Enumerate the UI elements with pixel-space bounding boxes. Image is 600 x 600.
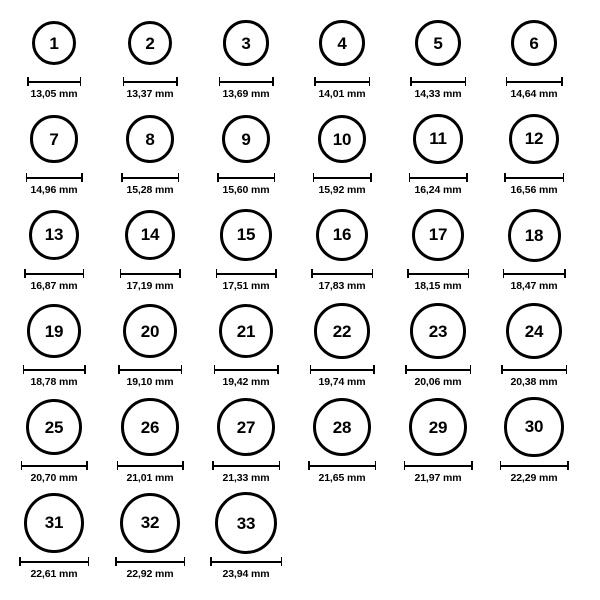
diameter-measure-line <box>19 557 89 565</box>
ring-circle-wrap <box>24 490 84 556</box>
diameter-measure-line <box>501 365 567 373</box>
ring-circle-wrap <box>319 10 365 76</box>
ring-size-cell[interactable] <box>390 106 486 196</box>
measure-tick-right-icon <box>370 173 372 182</box>
ring-diameter-label: 22,29 mm <box>510 472 558 484</box>
ring-circle-wrap <box>223 10 268 76</box>
ring-diameter-label: 15,28 mm <box>126 184 174 196</box>
ring-circle <box>506 303 562 359</box>
measure-tick-right-icon <box>86 461 88 470</box>
measure-tick-right-icon <box>81 173 83 182</box>
ring-circle <box>410 303 466 359</box>
diameter-measure-line <box>219 77 274 85</box>
measure-tick-right-icon <box>184 557 186 566</box>
ring-diameter-label: 16,87 mm <box>30 280 78 292</box>
ring-size-number: 5 <box>433 33 443 53</box>
measure-bar-icon <box>405 369 471 371</box>
ring-circle <box>318 115 367 164</box>
ring-size-number: 21 <box>236 321 256 341</box>
ring-chart-row <box>6 106 594 202</box>
ring-circle <box>30 115 77 162</box>
ring-size-cell[interactable] <box>198 394 294 484</box>
ring-size-cell[interactable] <box>486 10 582 100</box>
measure-bar-icon <box>314 81 370 83</box>
ring-circle-wrap <box>410 298 466 364</box>
ring-circle-wrap <box>316 202 368 268</box>
ring-size-number: 24 <box>524 321 544 341</box>
diameter-measure-line <box>503 269 566 277</box>
ring-diameter-label: 14,33 mm <box>414 88 462 100</box>
ring-size-number: 13 <box>44 225 64 245</box>
ring-size-cell[interactable] <box>294 394 390 484</box>
diameter-measure-line <box>314 77 370 85</box>
ring-circle <box>128 21 173 66</box>
measure-tick-right-icon <box>470 365 472 374</box>
ring-circle-wrap <box>121 394 178 460</box>
ring-circle <box>27 304 81 358</box>
ring-diameter-label: 13,37 mm <box>126 88 174 100</box>
ring-diameter-label: 17,83 mm <box>318 280 366 292</box>
measure-tick-right-icon <box>567 461 569 470</box>
measure-bar-icon <box>212 465 280 467</box>
measure-tick-right-icon <box>275 269 277 278</box>
measure-tick-right-icon <box>369 77 371 86</box>
ring-size-cell[interactable] <box>102 394 198 484</box>
ring-size-number: 15 <box>236 225 256 245</box>
ring-size-cell[interactable] <box>102 202 198 292</box>
measure-tick-right-icon <box>563 173 565 182</box>
ring-size-cell[interactable] <box>294 298 390 388</box>
ring-size-number: 17 <box>428 225 448 245</box>
ring-size-number: 26 <box>140 417 160 437</box>
ring-size-number: 29 <box>428 417 448 437</box>
ring-size-number: 8 <box>145 129 155 149</box>
ring-diameter-label: 21,65 mm <box>318 472 366 484</box>
ring-size-number: 16 <box>332 225 352 245</box>
ring-size-cell[interactable] <box>390 10 486 100</box>
ring-diameter-label: 14,01 mm <box>318 88 366 100</box>
measure-bar-icon <box>210 561 282 563</box>
ring-circle-wrap <box>125 202 176 268</box>
diameter-measure-line <box>410 77 466 85</box>
ring-chart-row <box>6 394 594 490</box>
diameter-measure-line <box>407 269 469 277</box>
measure-bar-icon <box>120 273 181 275</box>
ring-diameter-label: 21,97 mm <box>414 472 462 484</box>
ring-circle <box>313 398 371 456</box>
ring-size-number: 14 <box>140 225 160 245</box>
ring-circle-wrap <box>27 298 81 364</box>
ring-circle <box>316 209 368 261</box>
ring-circle <box>29 210 79 260</box>
measure-bar-icon <box>27 81 81 83</box>
ring-circle-wrap <box>128 10 173 76</box>
ring-diameter-label: 21,01 mm <box>126 472 174 484</box>
ring-diameter-label: 21,33 mm <box>222 472 270 484</box>
ring-size-number: 11 <box>429 129 447 149</box>
ring-size-cell[interactable] <box>390 298 486 388</box>
diameter-measure-line <box>504 173 564 181</box>
measure-tick-right-icon <box>84 365 86 374</box>
measure-bar-icon <box>410 81 466 83</box>
ring-circle <box>219 304 274 359</box>
ring-size-cell[interactable] <box>198 106 294 196</box>
measure-tick-right-icon <box>179 269 181 278</box>
ring-circle-wrap <box>413 106 462 172</box>
measure-tick-right-icon <box>178 173 180 182</box>
measure-tick-right-icon <box>182 461 184 470</box>
ring-size-number: 7 <box>49 129 59 149</box>
ring-circle <box>319 20 365 66</box>
diameter-measure-line <box>500 461 569 469</box>
measure-bar-icon <box>23 369 86 371</box>
ring-circle-wrap <box>215 490 277 556</box>
ring-size-number: 6 <box>529 33 539 53</box>
ring-circle <box>412 209 464 261</box>
measure-bar-icon <box>117 465 184 467</box>
diameter-measure-line <box>27 77 81 85</box>
diameter-measure-line <box>409 173 468 181</box>
ring-size-number: 22 <box>332 321 352 341</box>
ring-circle-wrap <box>220 202 271 268</box>
measure-tick-right-icon <box>373 365 375 374</box>
diameter-measure-line <box>311 269 373 277</box>
diameter-measure-line <box>24 269 84 277</box>
measure-bar-icon <box>504 177 564 179</box>
measure-tick-right-icon <box>375 461 377 470</box>
ring-circle-wrap <box>219 298 274 364</box>
ring-diameter-label: 15,60 mm <box>222 184 270 196</box>
ring-circle <box>123 304 177 358</box>
ring-size-number: 31 <box>44 513 64 533</box>
ring-size-cell[interactable] <box>198 298 294 388</box>
diameter-measure-line <box>115 557 185 565</box>
ring-size-cell[interactable] <box>198 490 294 580</box>
diameter-measure-line <box>506 77 563 85</box>
ring-size-cell[interactable] <box>486 106 582 196</box>
ring-diameter-label: 16,56 mm <box>510 184 558 196</box>
ring-size-cell[interactable] <box>6 298 102 388</box>
ring-size-number: 9 <box>241 129 251 149</box>
diameter-measure-line <box>21 461 88 469</box>
ring-diameter-label: 19,10 mm <box>126 376 174 388</box>
ring-circle <box>32 21 76 65</box>
ring-size-number: 4 <box>337 33 347 53</box>
ring-circle <box>220 209 271 260</box>
measure-bar-icon <box>311 273 373 275</box>
ring-chart-row <box>6 490 594 586</box>
ring-diameter-label: 20,70 mm <box>30 472 78 484</box>
diameter-measure-line <box>404 461 473 469</box>
diameter-measure-line <box>313 173 372 181</box>
ring-circle-wrap <box>314 298 369 364</box>
ring-size-cell[interactable] <box>6 394 102 484</box>
ring-diameter-label: 15,92 mm <box>318 184 366 196</box>
ring-size-number: 32 <box>140 513 160 533</box>
measure-bar-icon <box>503 273 566 275</box>
ring-size-number: 18 <box>524 225 544 245</box>
ring-circle <box>222 115 270 163</box>
ring-circle-wrap <box>26 394 83 460</box>
measure-bar-icon <box>308 465 376 467</box>
measure-bar-icon <box>310 369 375 371</box>
ring-size-cell[interactable] <box>198 202 294 292</box>
measure-bar-icon <box>123 81 178 83</box>
diameter-measure-line <box>216 269 277 277</box>
measure-bar-icon <box>115 561 185 563</box>
ring-size-number: 33 <box>236 513 256 533</box>
ring-size-number: 23 <box>428 321 448 341</box>
ring-size-number: 10 <box>332 129 352 149</box>
ring-size-cell[interactable] <box>390 394 486 484</box>
ring-circle <box>121 398 178 455</box>
ring-size-cell[interactable] <box>390 202 486 292</box>
ring-size-cell[interactable] <box>6 106 102 196</box>
measure-tick-right-icon <box>566 365 568 374</box>
ring-size-cell[interactable] <box>486 202 582 292</box>
measure-tick-right-icon <box>80 77 82 86</box>
ring-size-cell[interactable] <box>102 106 198 196</box>
ring-diameter-label: 18,47 mm <box>510 280 558 292</box>
ring-circle-wrap <box>29 202 79 268</box>
ring-circle <box>125 210 176 261</box>
ring-circle-wrap <box>217 394 275 460</box>
ring-size-number: 19 <box>44 321 64 341</box>
measure-bar-icon <box>501 369 567 371</box>
diameter-measure-line <box>23 365 86 373</box>
measure-bar-icon <box>313 177 372 179</box>
ring-size-number: 2 <box>145 33 155 53</box>
ring-chart-row <box>6 202 594 298</box>
ring-circle <box>217 398 275 456</box>
measure-tick-right-icon <box>181 365 183 374</box>
ring-diameter-label: 13,05 mm <box>30 88 78 100</box>
diameter-measure-line <box>117 461 184 469</box>
measure-bar-icon <box>500 465 569 467</box>
ring-diameter-label: 19,42 mm <box>222 376 270 388</box>
measure-bar-icon <box>219 81 274 83</box>
ring-size-cell[interactable] <box>6 490 102 580</box>
measure-bar-icon <box>407 273 469 275</box>
ring-circle-wrap <box>222 106 270 172</box>
measure-tick-right-icon <box>372 269 374 278</box>
diameter-measure-line <box>217 173 275 181</box>
ring-size-cell[interactable] <box>6 202 102 292</box>
measure-tick-right-icon <box>277 365 279 374</box>
measure-tick-right-icon <box>564 269 566 278</box>
ring-circle-wrap <box>409 394 468 460</box>
ring-diameter-label: 23,94 mm <box>222 568 270 580</box>
diameter-measure-line <box>123 77 178 85</box>
ring-diameter-label: 20,06 mm <box>414 376 462 388</box>
measure-tick-right-icon <box>279 461 281 470</box>
ring-circle-wrap <box>511 10 558 76</box>
diameter-measure-line <box>405 365 471 373</box>
ring-size-cell[interactable] <box>294 10 390 100</box>
measure-bar-icon <box>506 81 563 83</box>
diameter-measure-line <box>214 365 279 373</box>
measure-tick-right-icon <box>83 269 85 278</box>
ring-circle-wrap <box>126 106 174 172</box>
diameter-measure-line <box>120 269 181 277</box>
diameter-measure-line <box>121 173 179 181</box>
ring-chart-row <box>6 298 594 394</box>
ring-circle-wrap <box>313 394 371 460</box>
diameter-measure-line <box>118 365 182 373</box>
ring-size-cell[interactable] <box>294 202 390 292</box>
ring-circle <box>409 398 468 457</box>
ring-diameter-label: 17,51 mm <box>222 280 270 292</box>
ring-diameter-label: 19,74 mm <box>318 376 366 388</box>
ring-size-number: 30 <box>524 417 544 437</box>
ring-diameter-label: 13,69 mm <box>222 88 270 100</box>
ring-circle <box>26 399 83 456</box>
diameter-measure-line <box>212 461 280 469</box>
measure-tick-right-icon <box>471 461 473 470</box>
measure-bar-icon <box>118 369 182 371</box>
ring-diameter-label: 17,19 mm <box>126 280 174 292</box>
measure-bar-icon <box>26 177 83 179</box>
ring-circle-wrap <box>412 202 464 268</box>
diameter-measure-line <box>308 461 376 469</box>
ring-size-number: 27 <box>236 417 256 437</box>
ring-diameter-label: 22,61 mm <box>30 568 78 580</box>
ring-size-cell[interactable] <box>198 10 294 100</box>
ring-circle <box>215 492 277 554</box>
ring-diameter-label: 14,96 mm <box>30 184 78 196</box>
measure-bar-icon <box>21 465 88 467</box>
measure-bar-icon <box>217 177 275 179</box>
ring-circle-wrap <box>509 106 559 172</box>
ring-size-cell[interactable] <box>102 10 198 100</box>
ring-circle-wrap <box>508 202 561 268</box>
ring-circle-wrap <box>120 490 180 556</box>
ring-diameter-label: 22,92 mm <box>126 568 174 580</box>
ring-diameter-label: 18,78 mm <box>30 376 78 388</box>
ring-circle <box>511 20 558 67</box>
diameter-measure-line <box>210 557 282 565</box>
measure-bar-icon <box>121 177 179 179</box>
measure-bar-icon <box>409 177 468 179</box>
ring-circle <box>504 397 563 456</box>
ring-chart-row <box>6 10 594 106</box>
ring-circle-wrap <box>506 298 562 364</box>
ring-diameter-label: 14,64 mm <box>510 88 558 100</box>
ring-circle-wrap <box>30 106 77 172</box>
diameter-measure-line <box>310 365 375 373</box>
measure-tick-right-icon <box>274 173 276 182</box>
measure-tick-right-icon <box>466 173 468 182</box>
ring-diameter-label: 18,15 mm <box>414 280 462 292</box>
ring-size-cell[interactable] <box>294 106 390 196</box>
ring-circle <box>314 303 369 358</box>
ring-size-number: 12 <box>524 129 544 149</box>
measure-tick-right-icon <box>465 77 467 86</box>
ring-size-number: 1 <box>49 33 59 53</box>
ring-circle <box>24 493 84 553</box>
measure-tick-right-icon <box>88 557 90 566</box>
measure-tick-right-icon <box>272 77 274 86</box>
ring-circle-wrap <box>123 298 177 364</box>
measure-tick-right-icon <box>561 77 563 86</box>
ring-circle-wrap <box>504 394 563 460</box>
measure-tick-right-icon <box>281 557 283 566</box>
measure-tick-right-icon <box>468 269 470 278</box>
ring-circle-wrap <box>415 10 461 76</box>
ring-size-number: 20 <box>140 321 160 341</box>
ring-size-cell[interactable] <box>6 10 102 100</box>
ring-circle <box>415 20 461 66</box>
ring-circle <box>413 114 462 163</box>
ring-circle-wrap <box>318 106 367 172</box>
ring-circle <box>509 114 559 164</box>
ring-circle <box>126 115 174 163</box>
ring-size-cell[interactable] <box>486 394 582 484</box>
ring-circle-wrap <box>32 10 76 76</box>
measure-tick-right-icon <box>176 77 178 86</box>
measure-bar-icon <box>404 465 473 467</box>
ring-size-number: 25 <box>44 417 64 437</box>
measure-bar-icon <box>216 273 277 275</box>
ring-circle <box>223 20 268 65</box>
ring-size-cell[interactable] <box>102 490 198 580</box>
ring-size-number: 3 <box>241 33 251 53</box>
ring-size-cell[interactable] <box>486 298 582 388</box>
measure-bar-icon <box>214 369 279 371</box>
ring-diameter-label: 16,24 mm <box>414 184 462 196</box>
ring-diameter-label: 20,38 mm <box>510 376 558 388</box>
ring-size-number: 28 <box>332 417 352 437</box>
ring-circle <box>120 493 180 553</box>
diameter-measure-line <box>26 173 83 181</box>
ring-size-cell[interactable] <box>102 298 198 388</box>
measure-bar-icon <box>24 273 84 275</box>
measure-bar-icon <box>19 561 89 563</box>
ring-circle <box>508 209 561 262</box>
